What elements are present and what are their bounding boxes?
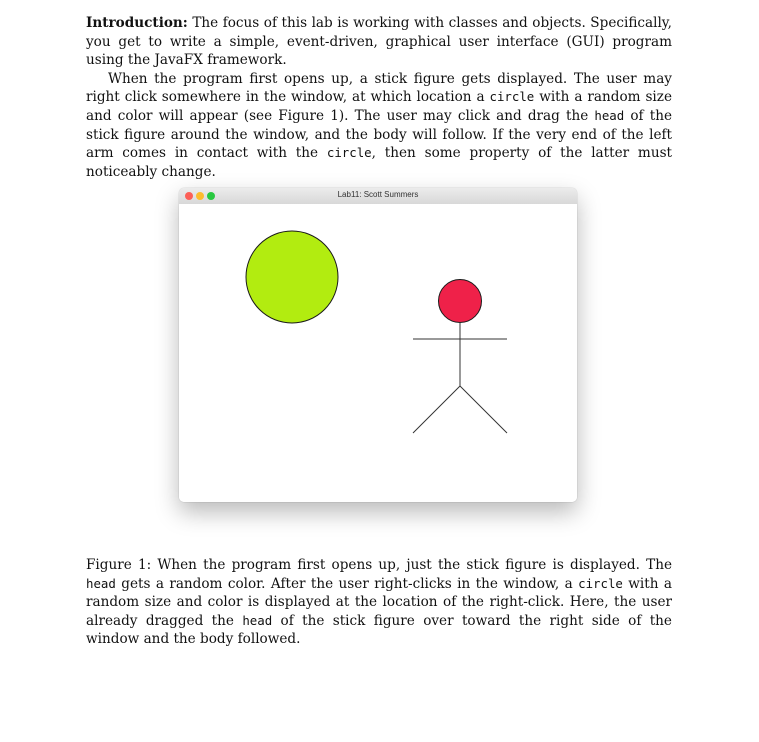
text-run: Figure 1: When the program first opens up, just the stick figure is displayed. The: [86, 557, 672, 573]
text-run: gets a random color. After the user right-clicks in the window, a: [115, 575, 579, 592]
stick-figure-head[interactable]: [439, 280, 482, 323]
stick-figure-left-leg: [413, 386, 460, 433]
code-term: head: [86, 575, 116, 591]
stick-figure-right-leg: [460, 386, 507, 433]
intro-text: The focus of this lab is working with classes and objects. Specifically, you get to write a simple, event-driven, graphical user interface (GUI) program using the JavaFX framework.: [86, 15, 672, 69]
app-window-figure: [179, 188, 577, 502]
code-term: head: [242, 612, 273, 628]
drawing-surface[interactable]: [179, 204, 577, 502]
code-term: circle: [578, 575, 623, 591]
document-page: [86, 14, 672, 181]
text-run: , then some property of the latter must noticeably change.: [86, 145, 673, 180]
code-term: head: [594, 107, 625, 123]
text-run: of the stick figure over toward the right side of the window and the body followed.: [86, 612, 672, 648]
window-title: Lab11: Scott Summers: [337, 190, 419, 199]
program-description-paragraph: [86, 70, 672, 182]
code-term: circle: [326, 145, 372, 161]
code-term: circle: [489, 89, 535, 105]
intro-paragraph: [86, 14, 672, 70]
text-run: with a random size and color is displayed at the location of the right-click. Here, the user already dragged the: [86, 575, 672, 629]
text-run: of the stick figure around the window, and the body will follow. If the very end of the left arm comes in contact with the: [86, 107, 672, 162]
figure-caption: [86, 556, 672, 649]
intro-heading: Introduction:: [86, 15, 188, 31]
app-canvas[interactable]: [179, 204, 577, 502]
window-titlebar: [179, 188, 577, 205]
caption-paragraph: [86, 556, 672, 649]
text-run: When the program first opens up, a stick figure gets displayed. The user may right click somewhere in the window, at which location a: [86, 70, 672, 106]
random-circle[interactable]: [246, 231, 338, 323]
text-run: with a random size and color will appear (see Figure 1). The user may click and drag the: [86, 89, 672, 124]
